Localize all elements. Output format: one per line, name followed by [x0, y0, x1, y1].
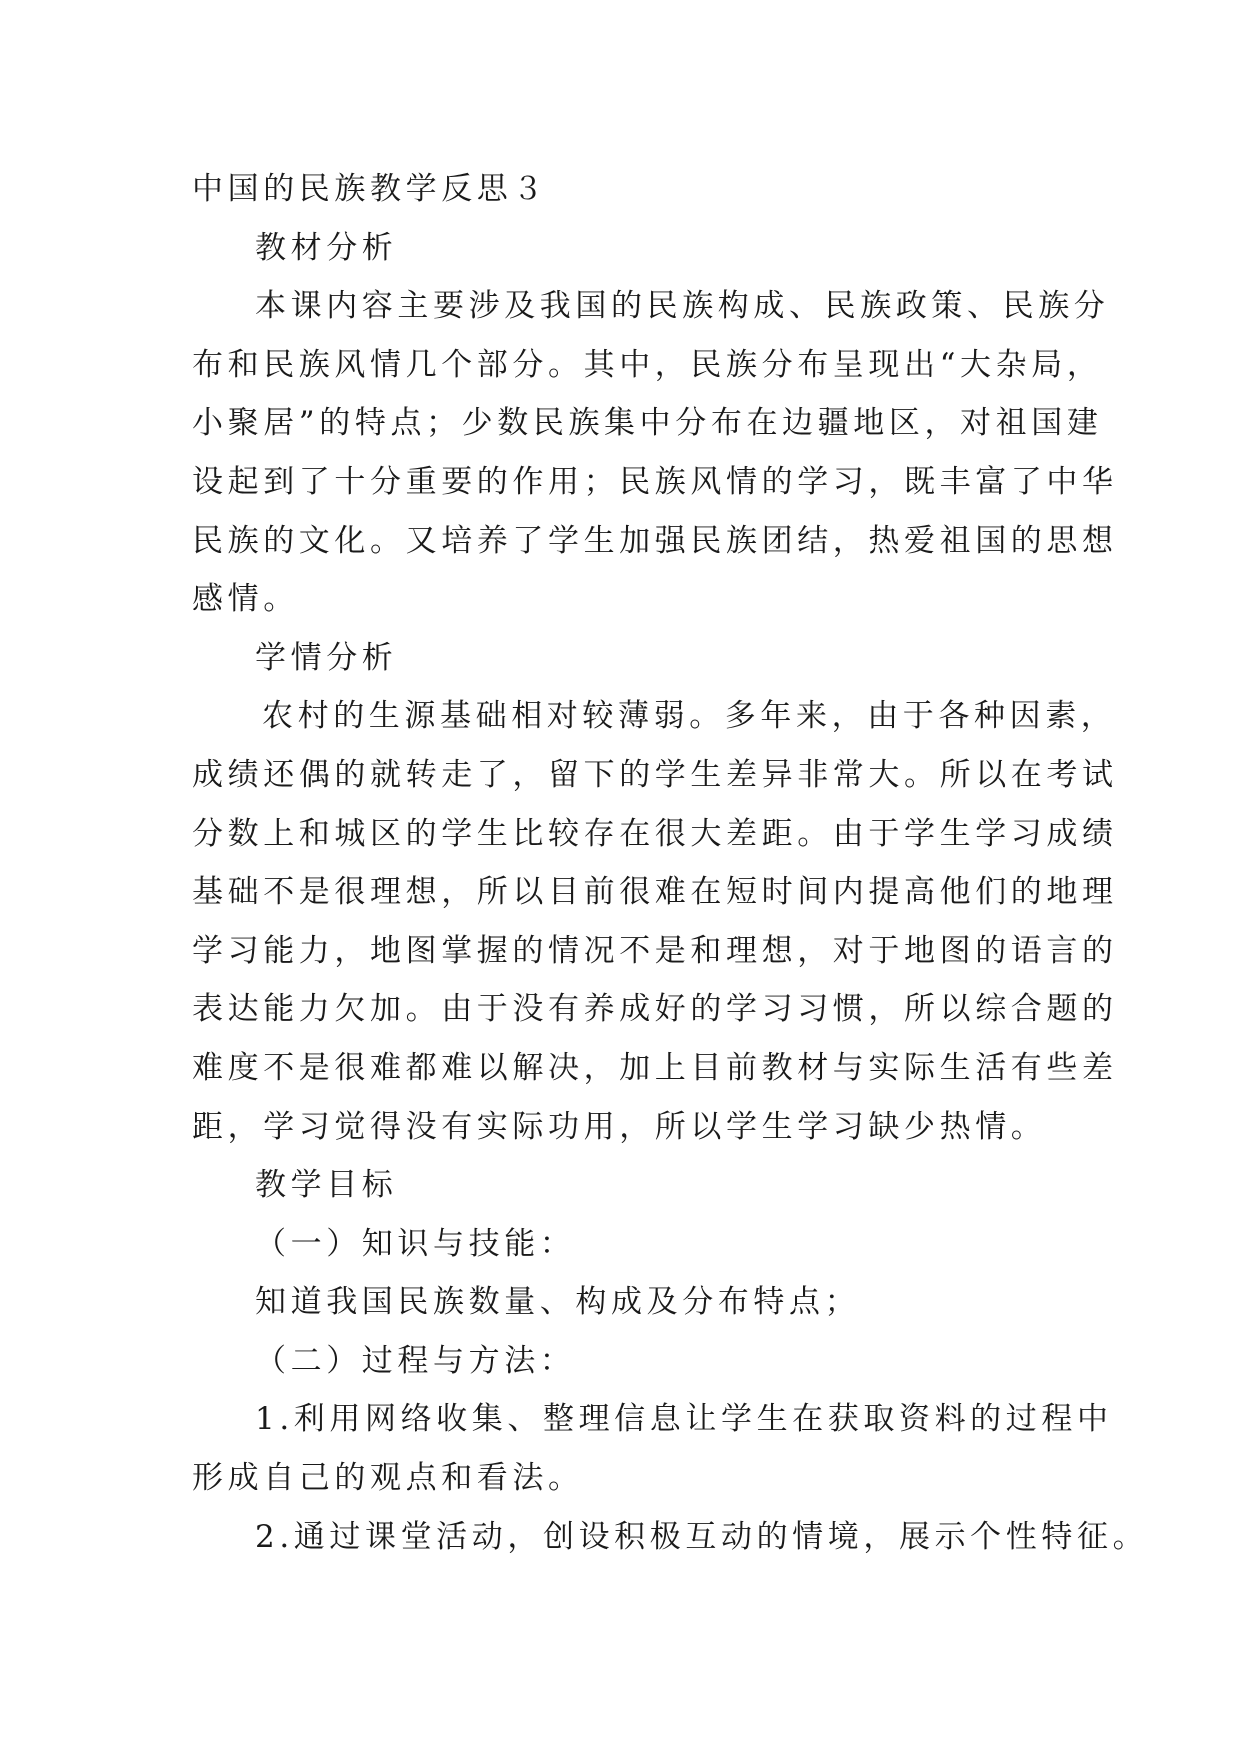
paragraph-line: 成绩还偶的就转走了，留下的学生差异非常大。所以在考试: [192, 756, 1118, 793]
section-heading: 学情分析: [255, 639, 398, 676]
paragraph-line: 农村的生源基础相对较薄弱。多年来，由于各种因素，: [262, 698, 1117, 735]
section-heading: 教学目标: [255, 1167, 398, 1204]
paragraph-line: 难度不是很难都难以解决，加上目前教材与实际生活有些差: [192, 1049, 1118, 1086]
paragraph-line: 分数上和城区的学生比较存在很大差距。由于学生学习成绩: [192, 815, 1118, 852]
paragraph-line: 民族的文化。又培养了学生加强民族团结，热爱祖国的思想: [192, 522, 1118, 559]
paragraph-line: 本课内容主要涉及我国的民族构成、民族政策、民族分: [255, 288, 1110, 325]
paragraph-line: 感情。: [192, 581, 299, 618]
paragraph-line: 设起到了十分重要的作用；民族风情的学习，既丰富了中华: [192, 463, 1118, 500]
section-heading: 教材分析: [255, 229, 398, 266]
list-item-line: 1.利用网络收集、整理信息让学生在获取资料的过程中: [255, 1401, 1113, 1438]
paragraph-line: 知道我国民族数量、构成及分布特点；: [255, 1284, 861, 1321]
paragraph-line: 小聚居”的特点；少数民族集中分布在边疆地区，对祖国建: [192, 405, 1103, 442]
list-item-line: 2.通过课堂活动，创设积极互动的情境，展示个性特征。: [255, 1518, 1149, 1555]
document-title: 中国的民族教学反思３: [192, 171, 548, 207]
paragraph-line: 基础不是很理想，所以目前很难在短时间内提高他们的地理: [192, 874, 1118, 911]
paragraph-line: 表达能力欠加。由于没有养成好的学习习惯，所以综合题的: [192, 991, 1118, 1028]
paragraph-line: 学习能力，地图掌握的情况不是和理想，对于地图的语言的: [192, 932, 1118, 969]
document-body: [192, 160, 1149, 1566]
paragraph-line: 距，学习觉得没有实际功用，所以学生学习缺少热情。: [192, 1108, 1047, 1145]
subsection-label: （一）知识与技能：: [255, 1225, 576, 1262]
subsection-label: （二）过程与方法：: [255, 1342, 576, 1379]
list-item-line: 形成自己的观点和看法。: [192, 1460, 584, 1497]
paragraph-line: 布和民族风情几个部分。其中，民族分布呈现出“大杂局，: [192, 346, 1103, 383]
